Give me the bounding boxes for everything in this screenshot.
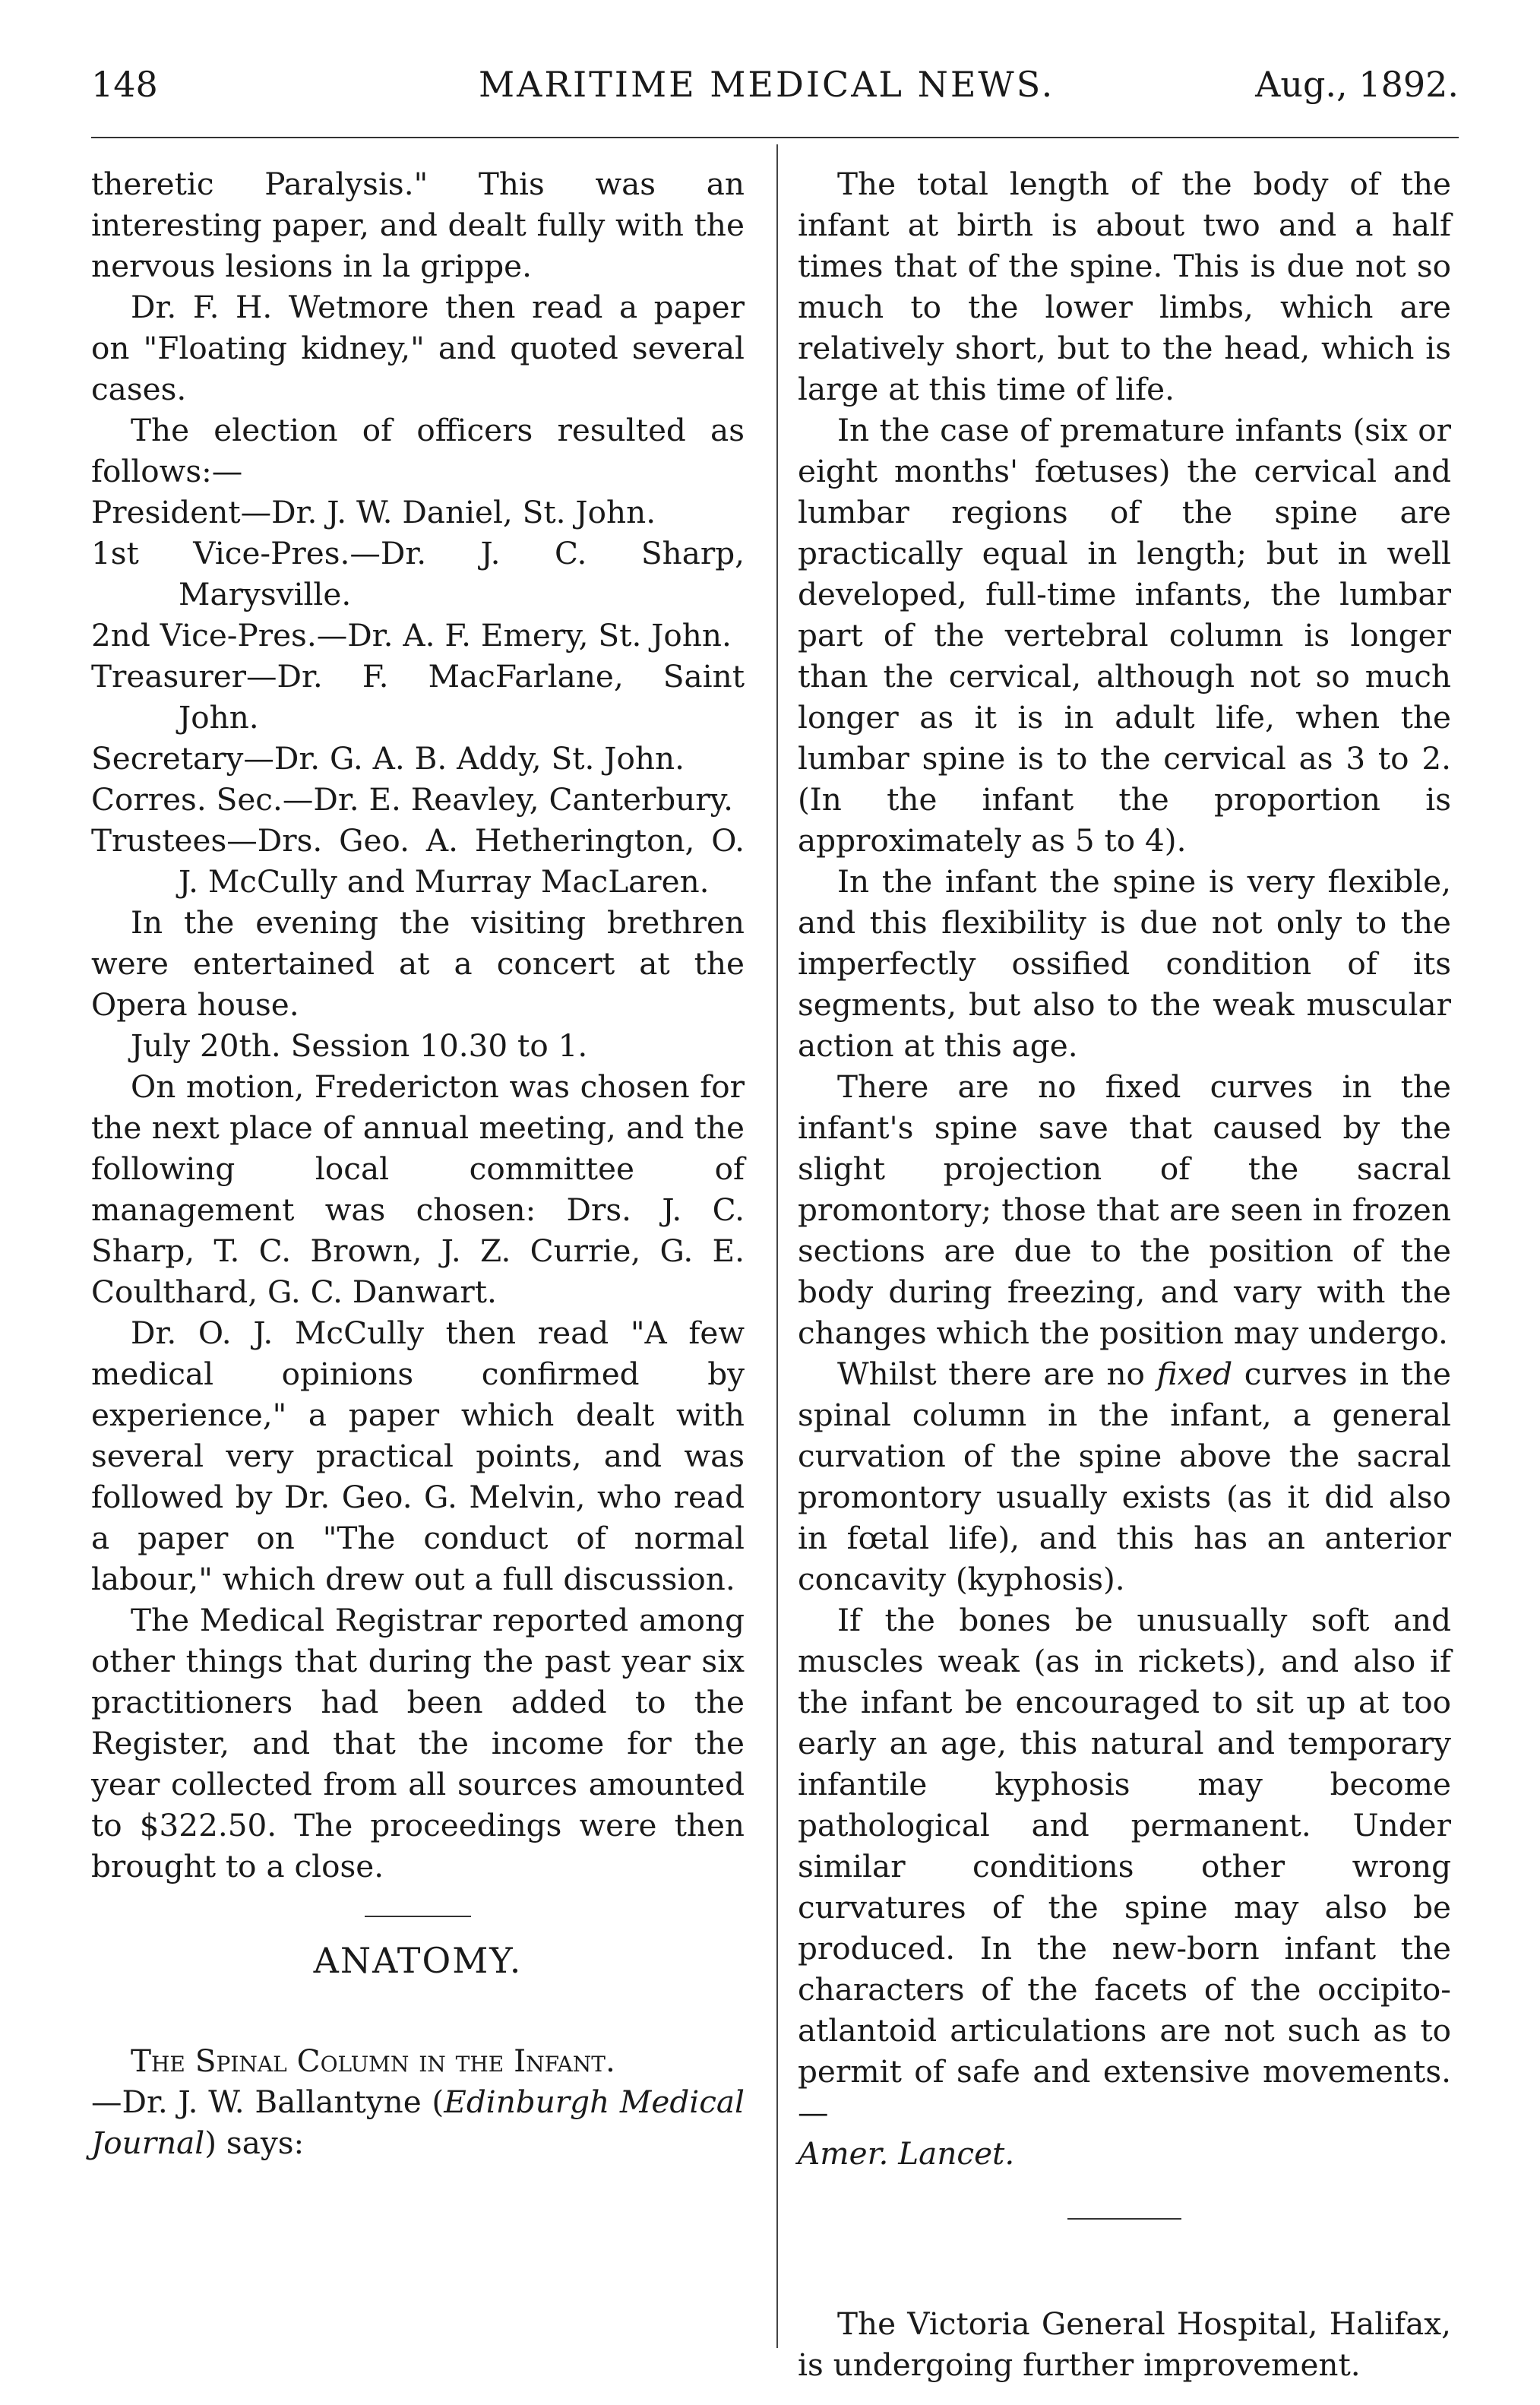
paragraph: Dr. O. J. McCully then read "A few medical opinions confirmed by experience," a paper which dealt with several very practical points, and was followed by Dr. Geo. G. Melvin, who read a paper on "The conduct of normal labour," which drew out a full discussion.	[91, 1315, 745, 1597]
paragraph: The Victoria General Hospital, Halifax, is undergoing further improvement.	[798, 2305, 1451, 2383]
paragraph: The election of officers resulted as follows:—	[91, 412, 745, 489]
article-journal: Edinburgh Medical Journal	[91, 2084, 745, 2161]
section-rule	[1067, 2218, 1181, 2220]
paragraph: The Medical Registrar reported among other things that during the past year six practitioners had been added to the Register, and that the income for the year collected from all sources amounted to $322.50. The proceedings were then brought to a close.	[91, 1602, 745, 1884]
paragraph: On motion, Fredericton was chosen for the next place of annual meeting, and the following local committee of management was chosen: Drs. J. C. Sharp, T. C. Brown, J. Z. Currie, G. E. Coulthard, G. C. Danwart.	[91, 1068, 745, 1310]
officer-entry: Treasurer—Dr. F. MacFarlane, Saint John.	[91, 658, 745, 736]
section-heading: ANATOMY.	[313, 1940, 523, 1981]
paragraph: In the infant the spine is very flexible, and this flexibility is due not only to the imperfectly ossified condition of its segments, but also to the weak muscular action at this age.	[798, 863, 1451, 1064]
officer-entry: Trustees—Drs. Geo. A. Hetherington, O. J. McCully and Murray MacLaren.	[91, 822, 745, 900]
officer-entry: Secretary—Dr. G. A. B. Addy, St. John.	[91, 740, 685, 777]
paragraph-text: If the bones be unusually soft and muscles weak (as in rickets), and also if the infant be encouraged to sit up at too early an age, this natural and temporary infantile kyphosis may become pathological and permanent. Under similar conditions other wrong curvatures of the spine may also be produced. In the new-born infant the characters of the facets of the occipito-atlantoid articulations are not such as to permit of safe and extensive movements.—	[798, 1602, 1451, 2131]
right-column	[798, 163, 1451, 2385]
paragraph: There are no fixed curves in the infant's spine save that caused by the slight projection of the sacral promontory; those that are seen in frozen sections are due to the position of the body during freezing, and vary with the changes which the position may undergo.	[798, 1068, 1451, 1351]
column-divider	[776, 144, 778, 2348]
issue-date: Aug., 1892.	[1255, 64, 1459, 105]
section-rule	[365, 1916, 471, 1917]
paragraph: The total length of the body of the infant at birth is about two and a half times that of the spine. This is due not so much to the lower limbs, which are relatively short, but to the head, which is large at this time of life.	[798, 166, 1451, 407]
paragraph	[798, 1600, 1451, 2174]
paragraph-text: curves in the spinal column in the infant, a general curvation of the spine above the sacral promontory usually exists (as it did also in fœtal life), and this has an anterior concavity (kyphosis).	[798, 1356, 1451, 1597]
paragraph: In the evening the visiting brethren were entertained at a concert at the Opera house.	[91, 904, 745, 1023]
header-rule	[91, 137, 1459, 138]
page-header	[91, 64, 1459, 117]
article-intro-end: ) says:	[204, 2125, 305, 2161]
article-title: The Spinal Column in the Infant.	[131, 2043, 615, 2079]
paragraph: Dr. F. H. Wetmore then read a paper on "Floating kidney," and quoted several cases.	[91, 289, 745, 407]
paragraph: In the case of premature infants (six or eight months' fœtuses) the cervical and lumbar regions of the spine are practically equal in length; but in well developed, full-time infants, the lumbar part of the vertebral column is longer than the cervical, although not so much longer as it is in adult life, when the lumbar spine is to the cervical as 3 to 2. (In the infant the proportion is approximately as 5 to 4).	[798, 412, 1451, 859]
paragraph-text: Whilst there are no	[837, 1356, 1157, 1392]
article-title-paragraph	[91, 2040, 745, 2163]
paragraph: July 20th. Session 10.30 to 1.	[131, 1027, 588, 1064]
left-column	[91, 163, 745, 2163]
paragraph: theretic Paralysis." This was an interesting paper, and dealt fully with the nervous lesions in la grippe.	[91, 166, 745, 284]
journal-title: MARITIME MEDICAL NEWS.	[479, 64, 1055, 105]
article-intro: —Dr. J. W. Ballantyne (	[91, 2084, 444, 2120]
officer-entry: Corres. Sec.—Dr. E. Reavley, Canterbury.	[91, 781, 734, 818]
paragraph	[798, 1353, 1451, 1600]
emphasis: fixed	[1156, 1356, 1233, 1392]
officer-entry: President—Dr. J. W. Daniel, St. John.	[91, 494, 656, 530]
source-citation: Amer. Lancet.	[798, 2135, 1015, 2172]
officer-entry: 1st Vice-Pres.—Dr. J. C. Sharp, Marysville.	[91, 535, 745, 612]
page-number: 148	[91, 64, 158, 105]
officer-entry: 2nd Vice-Pres.—Dr. A. F. Emery, St. John.	[91, 617, 732, 653]
